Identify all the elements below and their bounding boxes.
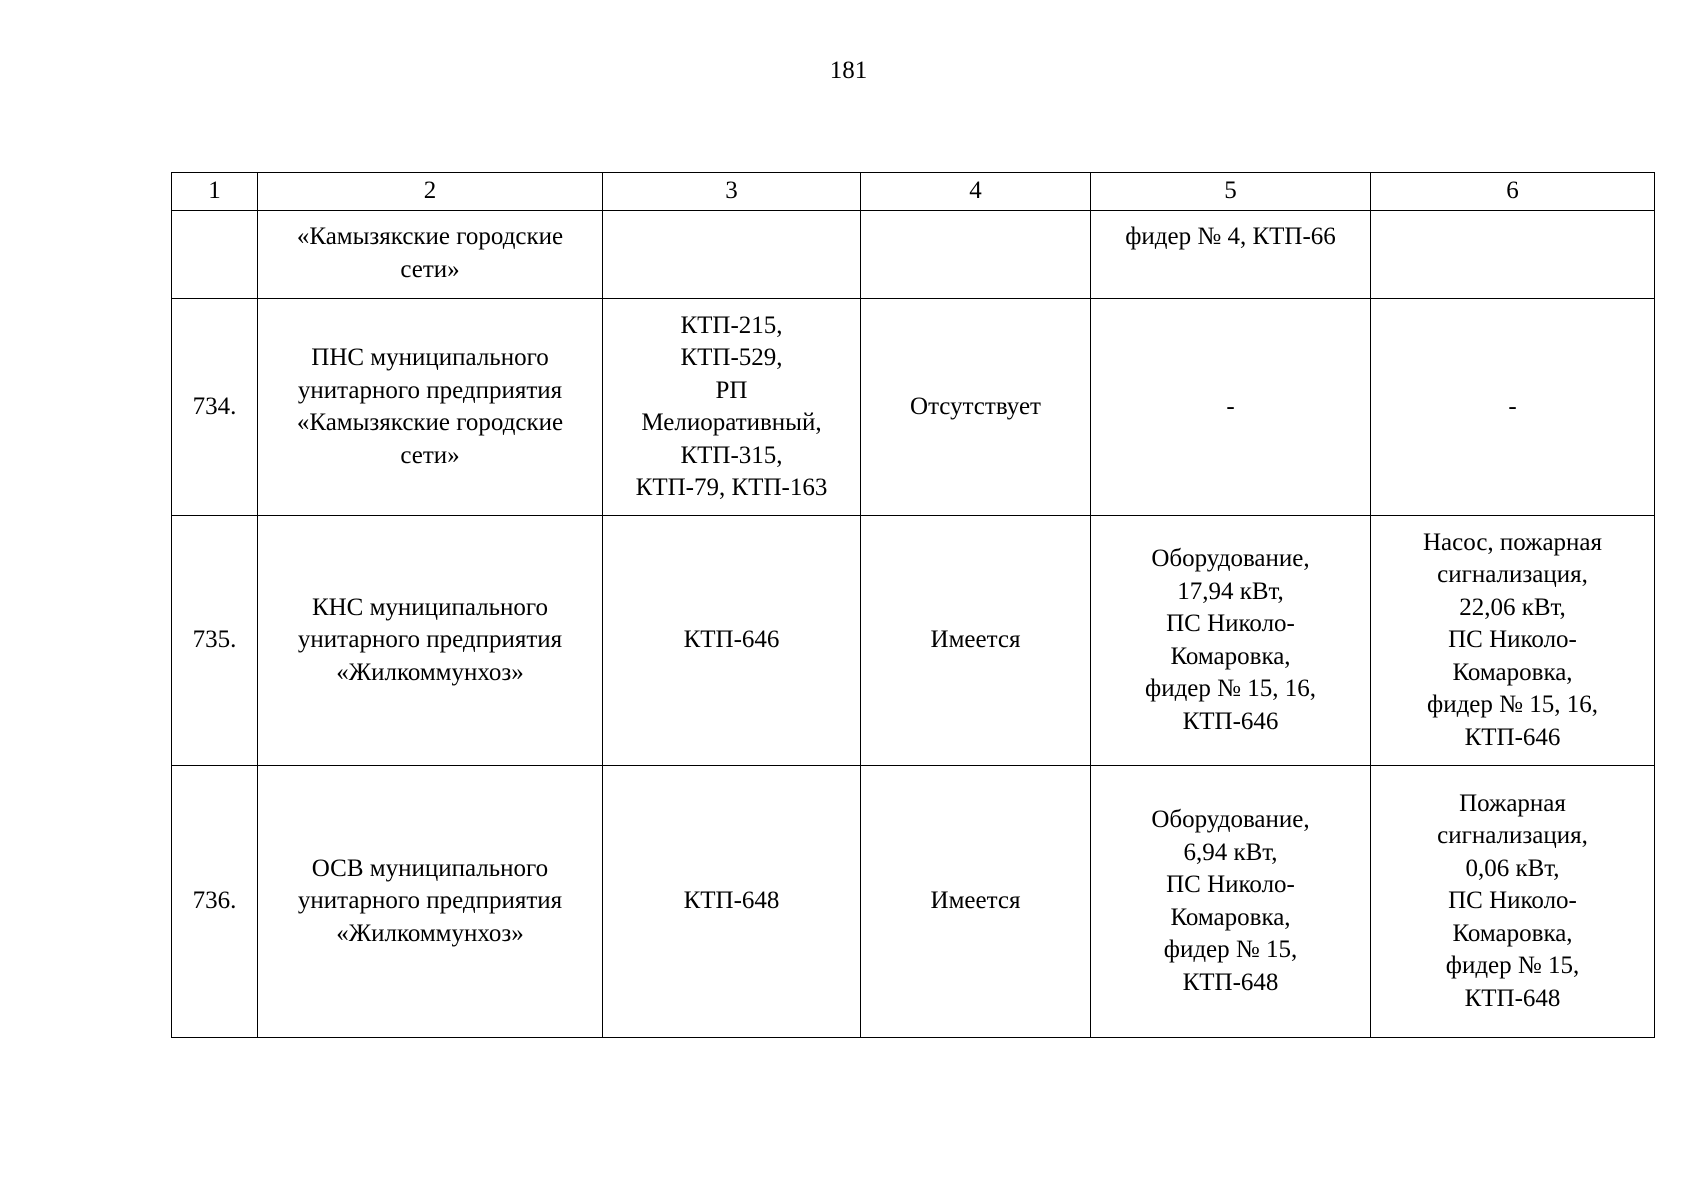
table-row: [172, 766, 1655, 1038]
cell-num: 734.: [172, 299, 258, 516]
cell-availability: Отсутствует: [861, 299, 1091, 516]
table-row: [172, 516, 1655, 766]
cell-power: фидер № 4, КТП-66: [1091, 211, 1371, 299]
column-header-4: 4: [861, 173, 1091, 211]
cell-power: Оборудование, 6,94 кВт, ПС Николо- Комаровка, фидер № 15, КТП-648: [1091, 766, 1371, 1038]
column-header-6: 6: [1371, 173, 1655, 211]
cell-num: [172, 211, 258, 299]
table-row: [172, 211, 1655, 299]
table-header-row: [172, 173, 1655, 211]
cell-reserve: [1371, 211, 1655, 299]
cell-num: 735.: [172, 516, 258, 766]
column-header-5: 5: [1091, 173, 1371, 211]
cell-availability: Имеется: [861, 766, 1091, 1038]
cell-name: ОСВ муниципального унитарного предприятия «Жилкоммунхоз»: [258, 766, 603, 1038]
cell-source: [603, 211, 861, 299]
table-row: [172, 299, 1655, 516]
cell-source: КТП-215, КТП-529, РП Мелиоративный, КТП-315, КТП-79, КТП-163: [603, 299, 861, 516]
page-number: 181: [829, 57, 868, 84]
cell-availability: [861, 211, 1091, 299]
column-header-1: 1: [172, 173, 258, 211]
cell-reserve: -: [1371, 299, 1655, 516]
column-header-2: 2: [258, 173, 603, 211]
cell-availability: Имеется: [861, 516, 1091, 766]
cell-name: ПНС муниципального унитарного предприятия «Камызякские городские сети»: [258, 299, 603, 516]
column-header-3: 3: [603, 173, 861, 211]
cell-num: 736.: [172, 766, 258, 1038]
data-table: [171, 172, 1655, 1038]
cell-source: КТП-646: [603, 516, 861, 766]
cell-name: КНС муниципального унитарного предприятия «Жилкоммунхоз»: [258, 516, 603, 766]
cell-source: КТП-648: [603, 766, 861, 1038]
cell-name: «Камызякские городские сети»: [258, 211, 603, 299]
cell-reserve: Насос, пожарная сигнализация, 22,06 кВт, ПС Николо- Комаровка, фидер № 15, 16, КТП-646: [1371, 516, 1655, 766]
cell-power: -: [1091, 299, 1371, 516]
cell-power: Оборудование, 17,94 кВт, ПС Николо- Комаровка, фидер № 15, 16, КТП-646: [1091, 516, 1371, 766]
cell-reserve: Пожарная сигнализация, 0,06 кВт, ПС Николо- Комаровка, фидер № 15, КТП-648: [1371, 766, 1655, 1038]
